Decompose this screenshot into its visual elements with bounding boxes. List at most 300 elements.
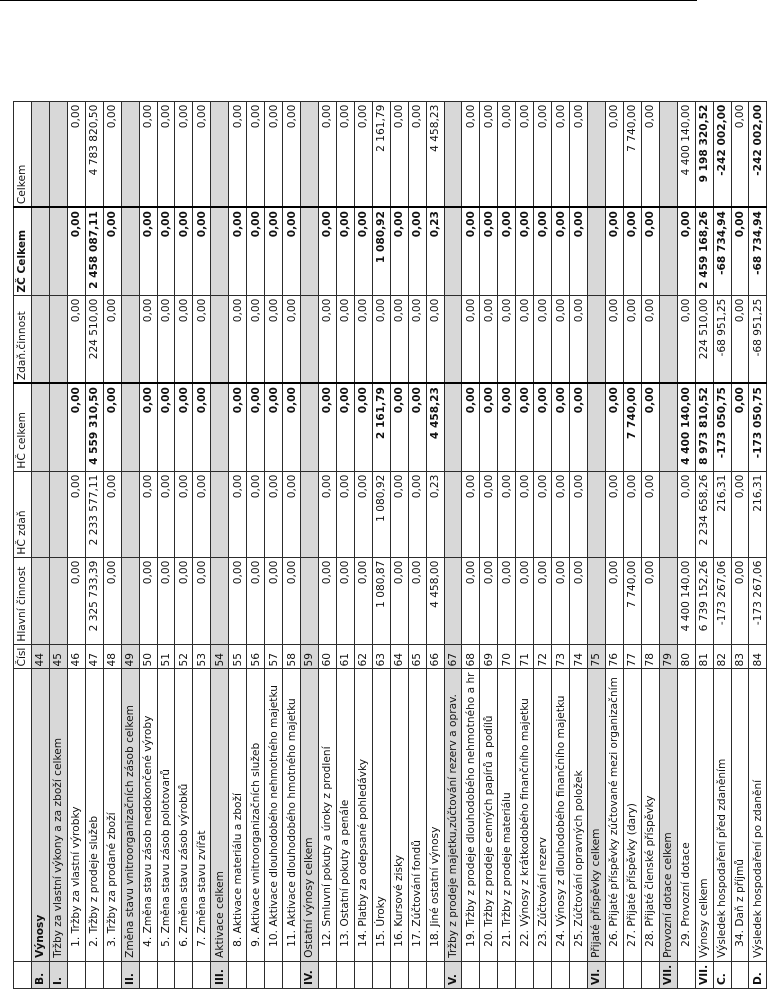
cell-hc-zdan: 0,00 — [229, 471, 247, 557]
row-roman: II. — [121, 961, 139, 988]
cell-hc-zdan — [444, 471, 462, 557]
header-hc-zdan: HČ zdaň — [14, 471, 32, 557]
table-row — [534, 101, 552, 988]
table-row — [677, 101, 695, 988]
cell-hc-celkem — [444, 383, 462, 471]
cell-hlavni: 0,00 — [480, 557, 498, 644]
cell-celkem — [588, 101, 606, 207]
cell-hc-celkem — [301, 383, 319, 471]
cell-celkem: 0,00 — [103, 101, 121, 207]
cell-hlavni: 6 739 152,26 — [695, 557, 713, 644]
cell-zc-celkem: 0,23 — [426, 207, 444, 295]
row-cislo: 79 — [659, 644, 677, 669]
table-row — [731, 101, 749, 988]
cell-zdan-cinnost: 0,00 — [318, 295, 336, 383]
cell-hc-celkem — [659, 383, 677, 471]
row-roman — [570, 961, 588, 988]
cell-zdan-cinnost: 224 510,00 — [695, 295, 713, 383]
cell-celkem: 0,00 — [157, 101, 175, 207]
row-label: 14. Platby za odepsané pohledávky — [354, 669, 372, 961]
header-cislo: Čísl — [14, 644, 32, 669]
table-row — [354, 101, 372, 988]
cell-zc-celkem: 0,00 — [498, 207, 516, 295]
cell-hlavni: 0,00 — [516, 557, 534, 644]
row-roman — [247, 961, 265, 988]
row-cislo: 66 — [426, 644, 444, 669]
cell-zc-celkem: 0,00 — [283, 207, 301, 295]
row-roman: III. — [211, 961, 229, 988]
cell-hlavni: 0,00 — [408, 557, 426, 644]
cell-zdan-cinnost: 0,00 — [605, 295, 623, 383]
cell-zdan-cinnost: 0,00 — [283, 295, 301, 383]
header-blank-roman — [14, 961, 32, 988]
table-row — [623, 101, 641, 988]
row-label: 23. Zúčtování rezerv — [534, 669, 552, 961]
row-roman — [641, 961, 659, 988]
header-zdan-cinnost: Zdaň.činnost — [14, 295, 32, 383]
cell-zc-celkem: 0,00 — [175, 207, 193, 295]
cell-hlavni: 0,00 — [641, 557, 659, 644]
row-label: 9. Aktivace vnitroorganizačních služeb — [247, 669, 265, 961]
cell-hc-celkem: 0,00 — [534, 383, 552, 471]
income-statement-table — [13, 101, 767, 989]
cell-hc-celkem: 0,00 — [462, 383, 480, 471]
cell-zdan-cinnost: 0,00 — [570, 295, 588, 383]
row-cislo: 51 — [157, 644, 175, 669]
table-row — [211, 101, 229, 988]
cell-hc-celkem: 0,00 — [139, 383, 157, 471]
row-label: Tržby z prodeje majetku,zúčtování rezerv a oprav. — [444, 669, 462, 961]
cell-hc-celkem: 0,00 — [103, 383, 121, 471]
row-roman — [67, 961, 85, 988]
cell-zc-celkem: 0,00 — [516, 207, 534, 295]
cell-zdan-cinnost — [659, 295, 677, 383]
row-cislo: 57 — [265, 644, 283, 669]
cell-hlavni: 0,00 — [247, 557, 265, 644]
row-label: 27. Přijaté příspěvky (dary) — [623, 669, 641, 961]
cell-hc-zdan: 0,00 — [103, 471, 121, 557]
cell-hc-celkem: 0,00 — [408, 383, 426, 471]
row-cislo: 52 — [175, 644, 193, 669]
row-label: Tržby za vlastní výkony a za zboží celkem — [49, 669, 67, 961]
table-row — [283, 101, 301, 988]
row-roman: I. — [49, 961, 67, 988]
table-row — [103, 101, 121, 988]
cell-zdan-cinnost: -68 951,25 — [749, 295, 767, 383]
table-row — [390, 101, 408, 988]
cell-hc-zdan — [211, 471, 229, 557]
cell-zc-celkem: 0,00 — [641, 207, 659, 295]
row-label: 3. Tržby za prodané zboží — [103, 669, 121, 961]
cell-celkem — [211, 101, 229, 207]
row-cislo: 53 — [193, 644, 211, 669]
cell-celkem: 0,00 — [480, 101, 498, 207]
row-label: 19. Tržby z prodeje dlouhodobého nehmotného a hr — [462, 669, 480, 961]
cell-hc-zdan: 0,00 — [498, 471, 516, 557]
table-row — [49, 101, 67, 988]
table-row — [552, 101, 570, 988]
cell-hc-celkem: 0,00 — [175, 383, 193, 471]
cell-zdan-cinnost: 0,00 — [677, 295, 695, 383]
cell-hlavni: 0,00 — [318, 557, 336, 644]
row-label: 17. Zúčtování fondů — [408, 669, 426, 961]
cell-hc-zdan — [301, 471, 319, 557]
cell-hlavni: 0,00 — [462, 557, 480, 644]
cell-zc-celkem: 0,00 — [157, 207, 175, 295]
cell-zdan-cinnost: 0,00 — [462, 295, 480, 383]
cell-hc-celkem: 0,00 — [641, 383, 659, 471]
row-roman — [390, 961, 408, 988]
cell-celkem: 0,00 — [731, 101, 749, 207]
cell-zdan-cinnost: 0,00 — [390, 295, 408, 383]
row-roman — [480, 961, 498, 988]
cell-hlavni: 0,00 — [265, 557, 283, 644]
cell-hc-zdan: 0,00 — [731, 471, 749, 557]
cell-hc-celkem: 4 458,23 — [426, 383, 444, 471]
cell-zdan-cinnost: 0,00 — [552, 295, 570, 383]
cell-hc-zdan: 0,00 — [265, 471, 283, 557]
row-roman — [193, 961, 211, 988]
cell-hlavni: 0,00 — [175, 557, 193, 644]
row-cislo: 81 — [695, 644, 713, 669]
table-row — [641, 101, 659, 988]
row-label: 24. Výnosy z dlouhodobého finančního majetku — [552, 669, 570, 961]
table-row — [426, 101, 444, 988]
header-hlavni: Hlavní činnost — [14, 557, 32, 644]
row-label: 15. Úroky — [372, 669, 390, 961]
row-label: 29. Provozní dotace — [677, 669, 695, 961]
cell-hc-celkem — [31, 383, 49, 471]
row-label: 7. Změna stavu zvířat — [193, 669, 211, 961]
cell-zdan-cinnost: 0,00 — [103, 295, 121, 383]
cell-hlavni: 0,00 — [552, 557, 570, 644]
table-row — [157, 101, 175, 988]
table-row — [570, 101, 588, 988]
row-roman — [462, 961, 480, 988]
cell-hlavni — [121, 557, 139, 644]
cell-zc-celkem: 0,00 — [552, 207, 570, 295]
cell-zdan-cinnost: 0,00 — [336, 295, 354, 383]
cell-zc-celkem — [301, 207, 319, 295]
cell-celkem: 0,00 — [318, 101, 336, 207]
row-cislo: 48 — [103, 644, 121, 669]
cell-hc-celkem — [121, 383, 139, 471]
cell-hc-celkem: 0,00 — [498, 383, 516, 471]
cell-zc-celkem: 0,00 — [139, 207, 157, 295]
cell-hc-celkem — [211, 383, 229, 471]
row-roman — [354, 961, 372, 988]
cell-hc-zdan: 0,00 — [462, 471, 480, 557]
cell-zc-celkem: 0,00 — [67, 207, 85, 295]
row-roman — [408, 961, 426, 988]
row-roman — [139, 961, 157, 988]
row-label: 22. Výnosy z krátkodobého finančního majetku — [516, 669, 534, 961]
cell-celkem: -242 002,00 — [749, 101, 767, 207]
cell-celkem: 0,00 — [516, 101, 534, 207]
row-cislo: 72 — [534, 644, 552, 669]
row-cislo: 56 — [247, 644, 265, 669]
row-roman: IV. — [301, 961, 319, 988]
row-cislo: 80 — [677, 644, 695, 669]
cell-celkem: 4 458,23 — [426, 101, 444, 207]
row-label: 18. Jiné ostatní výnosy — [426, 669, 444, 961]
cell-hc-zdan: 0,00 — [175, 471, 193, 557]
cell-celkem — [301, 101, 319, 207]
cell-zc-celkem: 0,00 — [623, 207, 641, 295]
cell-hlavni: 7 740,00 — [623, 557, 641, 644]
cell-zc-celkem: 0,00 — [677, 207, 695, 295]
cell-hlavni — [659, 557, 677, 644]
row-cislo: 60 — [318, 644, 336, 669]
row-cislo: 84 — [749, 644, 767, 669]
row-label: Výsledek hospodaření před zdaněním — [713, 669, 731, 961]
cell-hlavni — [301, 557, 319, 644]
cell-zdan-cinnost — [121, 295, 139, 383]
table-row — [193, 101, 211, 988]
cell-hlavni — [211, 557, 229, 644]
cell-hc-zdan: 2 234 658,26 — [695, 471, 713, 557]
cell-hc-celkem: 2 161,79 — [372, 383, 390, 471]
cell-zdan-cinnost: 224 510,00 — [85, 295, 103, 383]
row-roman: VII. — [695, 961, 713, 988]
cell-hc-celkem: 0,00 — [265, 383, 283, 471]
cell-hlavni: -173 267,06 — [713, 557, 731, 644]
row-roman — [605, 961, 623, 988]
cell-hlavni: 0,00 — [605, 557, 623, 644]
cell-celkem: 2 161,79 — [372, 101, 390, 207]
cell-hc-zdan: 0,00 — [516, 471, 534, 557]
row-label: Výsledek hospodaření po zdanění — [749, 669, 767, 961]
cell-hc-celkem: 0,00 — [570, 383, 588, 471]
row-roman — [534, 961, 552, 988]
cell-zc-celkem — [121, 207, 139, 295]
cell-celkem: 0,00 — [229, 101, 247, 207]
cell-hlavni: 0,00 — [103, 557, 121, 644]
header-row — [14, 101, 32, 988]
table-row — [31, 101, 49, 988]
cell-zc-celkem — [444, 207, 462, 295]
table-row — [229, 101, 247, 988]
cell-hc-celkem — [588, 383, 606, 471]
row-roman — [731, 961, 749, 988]
row-cislo: 74 — [570, 644, 588, 669]
cell-hc-zdan: 216,31 — [749, 471, 767, 557]
cell-zc-celkem: -68 734,94 — [713, 207, 731, 295]
row-label: 13. Ostatní pokuty a penále — [336, 669, 354, 961]
cell-hlavni: 0,00 — [283, 557, 301, 644]
cell-hc-zdan — [49, 471, 67, 557]
row-roman: C. — [713, 961, 731, 988]
cell-hlavni: 0,00 — [570, 557, 588, 644]
row-label: 12. Smluvní pokuty a úroky z prodlení — [318, 669, 336, 961]
row-cislo: 45 — [49, 644, 67, 669]
cell-zc-celkem: 0,00 — [462, 207, 480, 295]
table-row — [588, 101, 606, 988]
table-row — [121, 101, 139, 988]
cell-zc-celkem: 0,00 — [247, 207, 265, 295]
row-cislo: 70 — [498, 644, 516, 669]
cell-hc-zdan: 0,00 — [641, 471, 659, 557]
cell-celkem: 4 400 140,00 — [677, 101, 695, 207]
header-zc-celkem: ZČ Celkem — [14, 207, 32, 295]
cell-celkem: 0,00 — [570, 101, 588, 207]
cell-hc-celkem: 7 740,00 — [623, 383, 641, 471]
cell-celkem: 0,00 — [67, 101, 85, 207]
cell-celkem — [444, 101, 462, 207]
cell-zc-celkem — [588, 207, 606, 295]
cell-zc-celkem: 0,00 — [229, 207, 247, 295]
row-cislo: 50 — [139, 644, 157, 669]
cell-celkem: 9 198 320,52 — [695, 101, 713, 207]
row-roman — [157, 961, 175, 988]
cell-hc-zdan: 0,00 — [570, 471, 588, 557]
cell-hc-celkem: 0,00 — [283, 383, 301, 471]
cell-zc-celkem: 0,00 — [390, 207, 408, 295]
cell-hc-celkem: 0,00 — [731, 383, 749, 471]
cell-hc-zdan: 0,00 — [480, 471, 498, 557]
cell-hc-zdan: 0,00 — [283, 471, 301, 557]
header-celkem: Celkem — [14, 101, 32, 207]
cell-celkem — [659, 101, 677, 207]
row-label: 10. Aktivace dlouhodobého nehmotného majetku — [265, 669, 283, 961]
row-roman: D. — [749, 961, 767, 988]
cell-zdan-cinnost — [301, 295, 319, 383]
cell-zdan-cinnost: 0,00 — [157, 295, 175, 383]
cell-hc-celkem: 0,00 — [247, 383, 265, 471]
row-roman — [283, 961, 301, 988]
table-row — [67, 101, 85, 988]
cell-hlavni: 0,00 — [336, 557, 354, 644]
cell-hc-zdan — [121, 471, 139, 557]
cell-hlavni: 0,00 — [139, 557, 157, 644]
cell-zc-celkem: 0,00 — [354, 207, 372, 295]
cell-celkem: -242 002,00 — [713, 101, 731, 207]
table-row — [408, 101, 426, 988]
row-cislo: 65 — [408, 644, 426, 669]
row-cislo: 49 — [121, 644, 139, 669]
row-cislo: 82 — [713, 644, 731, 669]
row-cislo: 47 — [85, 644, 103, 669]
cell-hlavni: 1 080,87 — [372, 557, 390, 644]
cell-celkem: 0,00 — [605, 101, 623, 207]
row-label: 8. Aktivace materiálu a zboží — [229, 669, 247, 961]
row-label: 11. Aktivace dlouhodobého hmotného majetku — [283, 669, 301, 961]
cell-hc-celkem: -173 050,75 — [713, 383, 731, 471]
row-label: 6. Změna stavu zásob výrobků — [175, 669, 193, 961]
row-roman — [516, 961, 534, 988]
cell-hlavni — [588, 557, 606, 644]
cell-zdan-cinnost: 0,00 — [265, 295, 283, 383]
row-cislo: 61 — [336, 644, 354, 669]
row-label: Přijaté příspěvky celkem — [588, 669, 606, 961]
cell-celkem: 0,00 — [175, 101, 193, 207]
table-body — [31, 101, 766, 988]
cell-hc-celkem: 4 400 140,00 — [677, 383, 695, 471]
row-label: 2. Tržby z prodeje služeb — [85, 669, 103, 961]
cell-hc-celkem: 0,00 — [318, 383, 336, 471]
row-label: Výnosy — [31, 669, 49, 961]
cell-zdan-cinnost — [444, 295, 462, 383]
cell-celkem: 0,00 — [265, 101, 283, 207]
cell-hc-zdan — [31, 471, 49, 557]
cell-zdan-cinnost: 0,00 — [372, 295, 390, 383]
cell-hlavni: 4 458,00 — [426, 557, 444, 644]
cell-zc-celkem: -68 734,94 — [749, 207, 767, 295]
cell-zc-celkem: 0,00 — [534, 207, 552, 295]
row-cislo: 83 — [731, 644, 749, 669]
cell-hc-celkem: 0,00 — [229, 383, 247, 471]
cell-hc-celkem: 0,00 — [516, 383, 534, 471]
cell-zdan-cinnost — [31, 295, 49, 383]
cell-zc-celkem: 0,00 — [731, 207, 749, 295]
cell-zdan-cinnost: 0,00 — [480, 295, 498, 383]
row-cislo: 62 — [354, 644, 372, 669]
cell-hlavni: 0,00 — [229, 557, 247, 644]
cell-zdan-cinnost: 0,00 — [516, 295, 534, 383]
cell-hc-zdan: 2 233 577,11 — [85, 471, 103, 557]
row-roman — [85, 961, 103, 988]
cell-hlavni: 2 325 733,39 — [85, 557, 103, 644]
cell-hc-zdan: 0,00 — [318, 471, 336, 557]
cell-hlavni: 0,00 — [193, 557, 211, 644]
row-cislo: 69 — [480, 644, 498, 669]
cell-hc-celkem — [49, 383, 67, 471]
cell-zdan-cinnost — [49, 295, 67, 383]
row-roman — [372, 961, 390, 988]
table-row — [498, 101, 516, 988]
cell-zc-celkem — [31, 207, 49, 295]
cell-celkem: 0,00 — [534, 101, 552, 207]
row-cislo: 76 — [605, 644, 623, 669]
cell-zc-celkem: 0,00 — [193, 207, 211, 295]
table-row — [318, 101, 336, 988]
cell-zdan-cinnost: 0,00 — [67, 295, 85, 383]
cell-hlavni: 0,00 — [534, 557, 552, 644]
row-label: 21. Tržby z prodeje materiálu — [498, 669, 516, 961]
row-roman — [318, 961, 336, 988]
table-row — [85, 101, 103, 988]
cell-zc-celkem: 0,00 — [103, 207, 121, 295]
cell-hc-zdan — [659, 471, 677, 557]
row-label: 28. Přijaté členské příspěvky — [641, 669, 659, 961]
cell-hc-celkem: 0,00 — [354, 383, 372, 471]
cell-hc-zdan — [588, 471, 606, 557]
cell-hlavni — [444, 557, 462, 644]
row-label: Aktivace celkem — [211, 669, 229, 961]
row-cislo: 46 — [67, 644, 85, 669]
cell-celkem: 0,00 — [283, 101, 301, 207]
row-label: 4. Změna stavu zásob nedokončené výroby — [139, 669, 157, 961]
cell-zdan-cinnost — [211, 295, 229, 383]
cell-hc-celkem: 0,00 — [480, 383, 498, 471]
cell-hlavni: 4 400 140,00 — [677, 557, 695, 644]
cell-celkem: 0,00 — [247, 101, 265, 207]
cell-zdan-cinnost: 0,00 — [641, 295, 659, 383]
cell-zdan-cinnost: 0,00 — [731, 295, 749, 383]
row-roman — [552, 961, 570, 988]
cell-hc-celkem: 0,00 — [67, 383, 85, 471]
cell-hlavni: 0,00 — [354, 557, 372, 644]
cell-hc-zdan: 0,00 — [354, 471, 372, 557]
row-cislo: 73 — [552, 644, 570, 669]
row-cislo: 64 — [390, 644, 408, 669]
cell-hc-zdan: 0,00 — [336, 471, 354, 557]
cell-hc-zdan: 1 080,92 — [372, 471, 390, 557]
cell-hc-celkem: 8 973 810,52 — [695, 383, 713, 471]
table-row — [713, 101, 731, 988]
cell-hc-celkem: 0,00 — [336, 383, 354, 471]
cell-zc-celkem — [49, 207, 67, 295]
